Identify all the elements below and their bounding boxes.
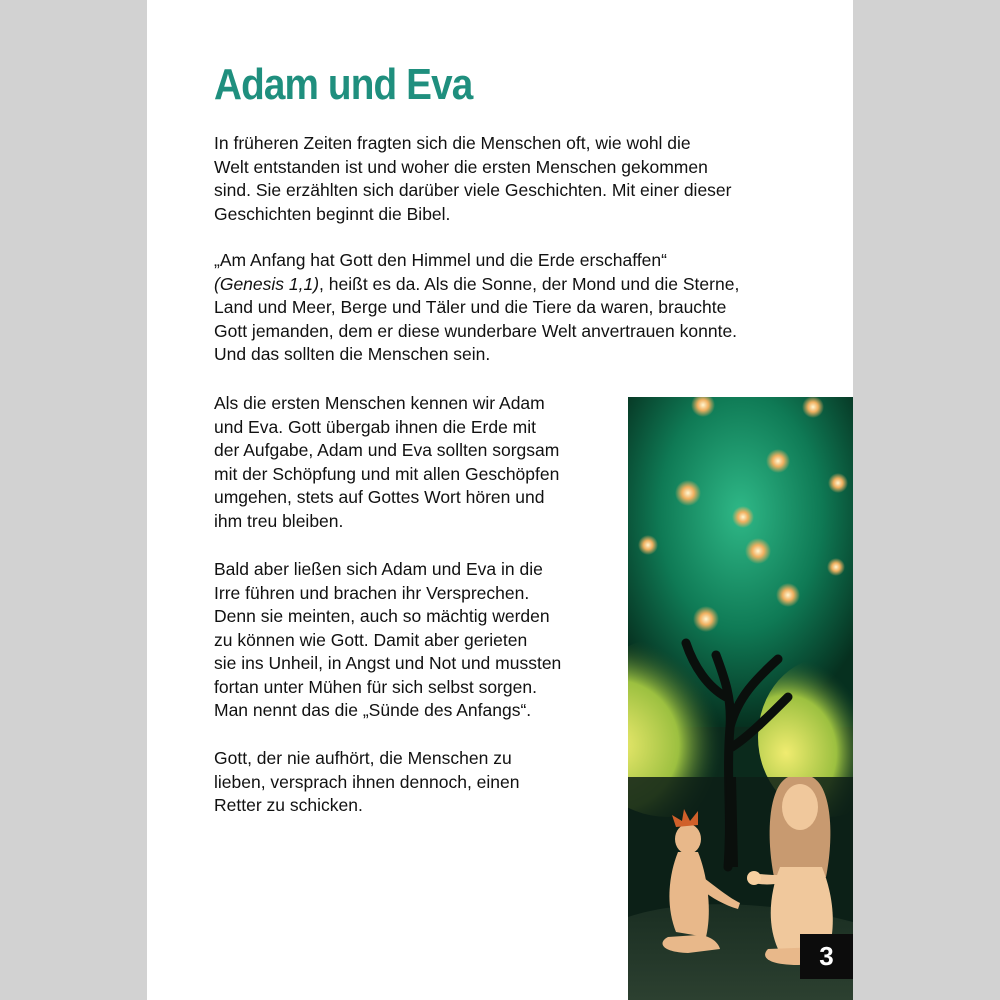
adam-eve-tree-illustration — [628, 397, 853, 1000]
text-line: Und das sollten die Menschen sein. — [214, 344, 491, 364]
page-title: Adam und Eva — [214, 60, 473, 109]
text-line: umgehen, stets auf Gottes Wort hören und — [214, 487, 545, 507]
text-line: Retter zu schicken. — [214, 795, 363, 815]
text-line: Gott jemanden, dem er diese wunderbare Welt anvertrauen konnte. — [214, 320, 738, 341]
text-line: sind. Sie erzählten sich darüber viele Geschichten. Mit einer dieser — [214, 180, 732, 200]
text-line: Welt entstanden ist und woher die ersten Menschen gekommen — [214, 156, 708, 177]
text-line: Als die ersten Menschen kennen wir Adam — [214, 393, 545, 413]
text-line: lieben, versprach ihnen dennoch, einen — [214, 771, 520, 792]
text-line: Land und Meer, Berge und Täler und die Tiere da waren, brauchte — [214, 297, 727, 317]
text-line: Bald aber ließen sich Adam und Eva in die — [214, 559, 543, 579]
paragraph-fall — [214, 558, 561, 723]
page-number: 3 — [800, 934, 853, 979]
text-line: fortan unter Mühen für sich selbst sorgen. — [214, 676, 537, 697]
paragraph-first-humans — [214, 392, 559, 533]
text-line: Denn sie meinten, auch so mächtig werden — [214, 606, 550, 626]
paragraph-intro — [214, 132, 731, 226]
text-line — [214, 273, 739, 297]
text-line: zu können wie Gott. Damit aber gerieten — [214, 629, 528, 650]
paragraph-savior — [214, 747, 520, 818]
text-line: Geschichten beginnt die Bibel. — [214, 203, 451, 224]
text-line: In früheren Zeiten fragten sich die Menschen oft, wie wohl die — [214, 133, 691, 153]
text-line: sie ins Unheil, in Angst und Not und mussten — [214, 653, 562, 673]
text-line: Irre führen und brachen ihr Versprechen. — [214, 582, 530, 603]
text-line: mit der Schöpfung und mit allen Geschöpfen — [214, 463, 560, 484]
text-line: und Eva. Gott übergab ihnen die Erde mit — [214, 416, 537, 437]
book-page — [147, 0, 853, 1000]
text-line: „Am Anfang hat Gott den Himmel und die Erde erschaffen“ — [214, 250, 667, 270]
text-line: der Aufgabe, Adam und Eva sollten sorgsam — [214, 440, 560, 460]
text-segment: , heißt es da. Als die Sonne, der Mond und die Sterne, — [319, 273, 740, 294]
text-line: ihm treu bleiben. — [214, 510, 344, 531]
text-line: Man nennt das die „Sünde des Anfangs“. — [214, 700, 532, 720]
text-line: Gott, der nie aufhört, die Menschen zu — [214, 748, 512, 768]
bible-reference: (Genesis 1,1) — [214, 273, 320, 294]
paragraph-genesis — [214, 249, 739, 367]
